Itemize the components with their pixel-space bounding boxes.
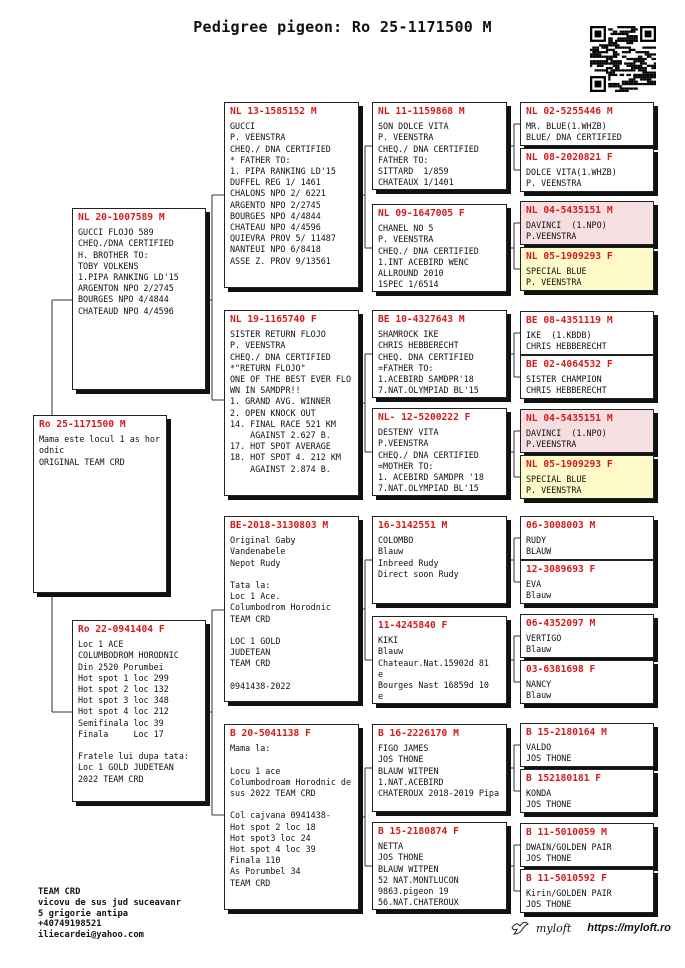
ring-number: 16-3142551 M <box>378 520 448 531</box>
pigeon-details: KONDA JOS THONE <box>526 788 572 810</box>
pigeon-details: Original Gaby Vandenabele Nepot Rudy Tata la: Loc 1 Ace. Columbodrom Horodnic TEAM CRD LOC 1 GOLD JUDETEAN TEAM CRD 0941438-2022 <box>230 535 331 691</box>
pigeon-details: DAVINCI (1.NPO) P.VEENSTRA <box>526 428 607 450</box>
ring-number: NL 05-1909293 F <box>526 251 613 262</box>
pedigree-card <box>520 823 654 867</box>
pigeon-details: Loc 1 ACE COLUMBODROM HORODNIC Din 2520 Porumbei Hot spot 1 loc 299 Hot spot 2 loc 132 Hot spot 3 loc 348 Hot spot 4 loc 212 Semifinala loc 39 Finala Loc 17 Fratele lui dupa tata: Loc 1 GOLD JUDETEAN 2022 TEAM CRD <box>78 639 189 784</box>
ring-number: NL 05-1909293 F <box>526 459 613 470</box>
pigeon-details: SON DOLCE VITA P. VEENSTRA CHEQ./ DNA CERTIFIED FATHER TO: SITTARD 1/859 CHATEAUX 1/1401 <box>378 121 479 188</box>
pigeon-details: DOLCE VITA(1.WHZB) P. VEENSTRA <box>526 167 617 189</box>
pigeon-details: Kirin/GOLDEN PAIR JOS THONE <box>526 888 612 910</box>
ring-number: B 11-5010592 F <box>526 873 607 884</box>
ring-number: BE 08-4351119 M <box>526 315 613 326</box>
pigeon-details: SPECIAL BLUE P. VEENSTRA <box>526 474 587 496</box>
brand-url[interactable]: https://myloft.ro <box>587 922 671 934</box>
pedigree-card <box>520 869 654 913</box>
pedigree-card <box>520 148 654 192</box>
pedigree-card <box>520 660 654 704</box>
ring-number: NL- 12-5200222 F <box>378 412 471 423</box>
ring-number: 03-6381698 F <box>526 664 596 675</box>
pigeon-details: NETTA JOS THONE BLAUW WITPEN 52 NAT.MONTLUCON 9863.pigeon 19 56.NAT.CHATEROUX <box>378 841 459 908</box>
ring-number: B 11-5010059 M <box>526 827 607 838</box>
pigeon-details: CHANEL NO 5 P. VEENSTRA CHEQ./ DNA CERTIFIED 1.INT ACEBIRD WENC ALLROUND 2010 1SPEC 1/6514 <box>378 223 479 290</box>
ring-number: NL 11-1159868 M <box>378 106 465 117</box>
pedigree-card <box>372 204 507 292</box>
pigeon-details: VERTIGO Blauw <box>526 633 562 655</box>
pedigree-card <box>372 310 507 398</box>
ring-number: NL 08-2020821 F <box>526 152 613 163</box>
ring-number: Ro 22-0941404 F <box>78 624 165 635</box>
ring-number: NL 02-5255446 M <box>526 106 613 117</box>
ring-number: NL 20-1007589 M <box>78 212 165 223</box>
pedigree-card <box>372 516 507 604</box>
pedigree-card <box>224 310 359 496</box>
pigeon-details: RUDY BLAUW <box>526 535 552 557</box>
ring-number: 11-4245840 F <box>378 620 448 631</box>
pigeon-details: Mama la: Locu 1 ace Columbodroam Horodnic de sus 2022 TEAM CRD Col cajvana 0941438- Hot spot 2 loc 18 Hot spot3 loc 24 Hot spot 4 loc 39 Finala 110 As Porumbel 34 TEAM CRD <box>230 743 352 888</box>
page-title: Pedigree pigeon: Ro 25-1171500 M <box>193 18 492 36</box>
ring-number: BE 02-4064532 F <box>526 359 613 370</box>
pigeon-details: DAVINCI (1.NPO) P.VEENSTRA <box>526 220 607 242</box>
ring-number: 12-3089693 F <box>526 564 596 575</box>
pedigree-card <box>520 409 654 453</box>
pedigree-card <box>520 723 654 767</box>
pigeon-details: KIKI Blauw Chateaur.Nat.15902d 81 e Bourges Nast 16859d 10 e <box>378 635 489 702</box>
pigeon-details: DWAIN/GOLDEN PAIR JOS THONE <box>526 842 612 864</box>
pigeon-details: SHAMROCK IKE CHRIS HEBBERECHT CHEQ. DNA CERTIFIED =FATHER TO: 1.ACEBIRD SAMDPR'18 7.NAT.OLYMPIAD BL'15 <box>378 329 479 396</box>
brand-logo: myloft <box>536 921 572 935</box>
pedigree-card <box>520 102 654 146</box>
pedigree-card <box>224 724 359 910</box>
pedigree-card <box>372 102 507 190</box>
pigeon-details: SISTER CHAMPION CHRIS HEBBERECHT <box>526 374 607 396</box>
pedigree-card <box>224 516 359 702</box>
pigeon-details: SISTER RETURN FLOJO P. VEENSTRA CHEQ./ DNA CERTIFIED *"RETURN FLOJO" ONE OF THE BEST EVER FLO WN IN SAMDPR!! 1. GRAND AVG. WINNER 2. OPEN KNOCK OUT 14. FINAL RACE 521 KM AGAINST 2.627 B. 17. HOT SPOT AVERAGE 18. HOT SPOT 4. 212 KM AGAINST 2.874 B. <box>230 329 352 474</box>
ring-number: 06-3008003 M <box>526 520 596 531</box>
ring-number: NL 04-5435151 M <box>526 413 613 424</box>
ring-number: B 152180181 F <box>526 773 602 784</box>
pedigree-card <box>72 620 206 802</box>
pedigree-card <box>372 822 507 910</box>
pigeon-details: FIGO JAMES JOS THONE BLAUW WITPEN 1.NAT.ACEBIRD CHATEROUX 2018-2019 Pipa <box>378 743 500 799</box>
ring-number: 06-4352097 M <box>526 618 596 629</box>
pedigree-card <box>520 355 654 399</box>
pigeon-details: NANCY Blauw <box>526 679 552 701</box>
pedigree-card <box>224 102 359 288</box>
pigeon-details: DESTENY VITA P.VEENSTRA CHEQ./ DNA CERTIFIED =MOTHER TO: 1. ACEBIRD SAMDPR '18 7.NAT.OLYMPIAD BL'15 <box>378 427 484 494</box>
pedigree-card <box>372 616 507 704</box>
myloft-bird-icon <box>510 920 530 936</box>
pedigree-card <box>520 201 654 245</box>
pigeon-details: SPECIAL BLUE P. VEENSTRA <box>526 266 587 288</box>
pedigree-card <box>72 208 206 390</box>
pigeon-details: EVA Blauw <box>526 579 552 601</box>
pedigree-card <box>520 560 654 604</box>
ring-number: NL 09-1647005 F <box>378 208 465 219</box>
pigeon-details: GUCCI P. VEENSTRA CHEQ./ DNA CERTIFIED * FATHER TO: 1. PIPA RANKING LD'15 DUFFEL REG 1/ 1461 CHALONS NPO 2/ 6221 ARGENTO NPO 2/2745 BOURGES NPO 4/4844 CHATEAU NPO 4/4596 QUIEVRA PROV 5/ 11487 NANTEUI NPO 6/8418 ASSE Z. PROV 9/13561 <box>230 121 336 266</box>
ring-number: BE 10-4327643 M <box>378 314 465 325</box>
ring-number: Ro 25-1171500 M <box>39 419 126 430</box>
ring-number: NL 13-1585152 M <box>230 106 317 117</box>
ring-number: B 20-5041138 F <box>230 728 311 739</box>
pedigree-card <box>33 415 167 593</box>
ring-number: B 15-2180164 M <box>526 727 607 738</box>
pedigree-card <box>520 769 654 813</box>
ring-number: B 16-2226170 M <box>378 728 459 739</box>
pedigree-card <box>520 455 654 499</box>
pigeon-details: VALDO JOS THONE <box>526 742 572 764</box>
pedigree-card <box>372 724 507 812</box>
pedigree-card <box>372 408 507 496</box>
pedigree-card <box>520 311 654 355</box>
ring-number: NL 19-1165740 F <box>230 314 317 325</box>
ring-number: BE-2018-3130803 M <box>230 520 329 531</box>
ring-number: NL 04-5435151 M <box>526 205 613 216</box>
ring-number: B 15-2180874 F <box>378 826 459 837</box>
pedigree-card <box>520 614 654 658</box>
pigeon-details: Mama este locul 1 as hor odnic ORIGINAL TEAM CRD <box>39 434 161 467</box>
pigeon-details: COLOMBO Blauw Inbreed Rudy Direct soon Rudy <box>378 535 459 579</box>
pedigree-card <box>520 247 654 291</box>
brand <box>510 920 671 936</box>
pigeon-details: IKE (1.KBDB) CHRIS HEBBERECHT <box>526 330 607 352</box>
pedigree-card <box>520 516 654 560</box>
pigeon-details: GUCCI FLOJO 589 CHEQ./DNA CERTIFIED H. BROTHER TO: TOBY VOLKENS 1.PIPA RANKING LD'15 ARGENTON NPO 2/2745 BOURGES NPO 4/4844 CHATEAUD NPO 4/4596 <box>78 227 179 316</box>
breeder-contact: TEAM CRD vicovu de sus jud suceavanr 5 grigorie antipa +40749198521 iliecardei@yahoo.com <box>38 887 181 941</box>
pigeon-details: MR. BLUE(1.WHZB) BLUE/ DNA CERTIFIED <box>526 121 622 143</box>
